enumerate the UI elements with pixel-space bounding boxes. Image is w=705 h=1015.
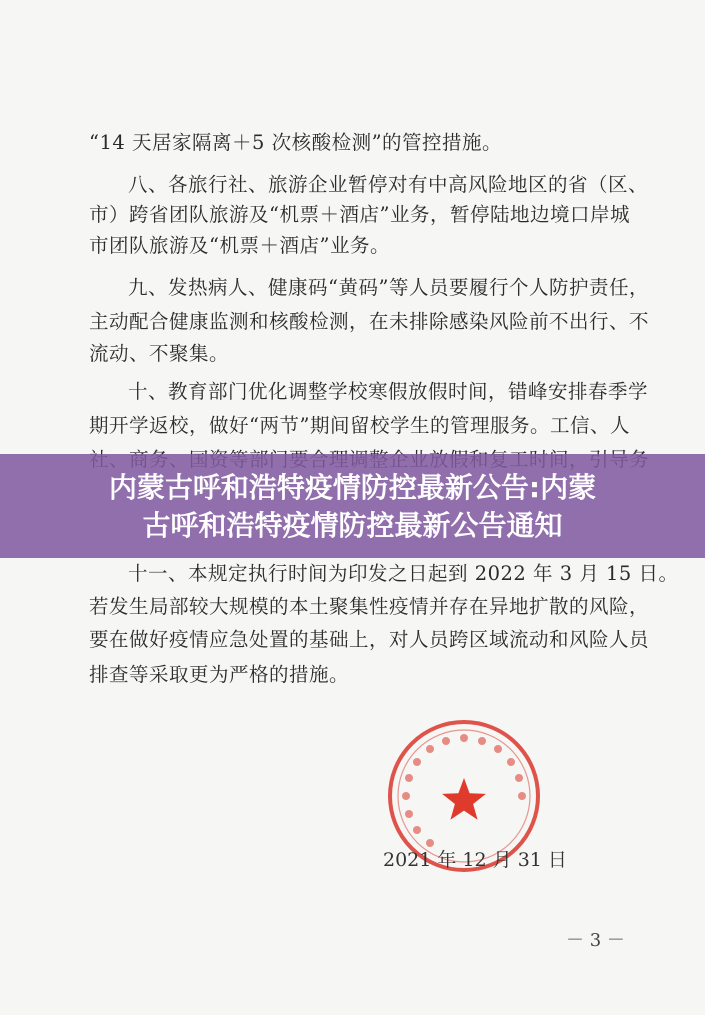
text-line: 八、各旅行社、旅游企业暂停对有中高风险地区的省（区、: [128, 173, 649, 196]
text-line: 排查等采取更为严格的措施。: [89, 663, 350, 686]
text-line: 期开学返校，做好“两节”期间留校学生的管理服务。工信、人: [89, 414, 630, 437]
text-line: 十、教育部门优化调整学校寒假放假时间，错峰安排春季学: [128, 380, 649, 403]
headline-line-1: 内蒙古呼和浩特疫情防控最新公告:内蒙: [108, 471, 597, 504]
text-line: 十一、本规定执行时间为印发之日起到 2022 年 3 月 15 日。: [128, 562, 679, 585]
headline-banner: [0, 454, 705, 558]
text-line: 流动、不聚集。: [89, 342, 230, 365]
text-line: 市团队旅游及“机票＋酒店”业务。: [89, 234, 390, 257]
text-line: 市）跨省团队旅游及“机票＋酒店”业务，暂停陆地边境口岸城: [89, 203, 630, 226]
headline-line-2: 古呼和浩特疫情防控最新公告通知: [142, 509, 563, 542]
text-line: “14 天居家隔离＋5 次核酸检测”的管控措施。: [89, 131, 503, 154]
page-number: － 3 －: [566, 930, 625, 951]
signature-date: 2021 年 12 月 31 日: [383, 849, 567, 871]
text-line: 要在做好疫情应急处置的基础上，对人员跨区域流动和风险人员: [89, 628, 650, 651]
text-line: 若发生局部较大规模的本土聚集性疫情并存在异地扩散的风险，: [89, 595, 650, 618]
text-line: 主动配合健康监测和核酸检测，在未排除感染风险前不出行、不: [89, 310, 650, 333]
text-line: 九、发热病人、健康码“黄码”等人员要履行个人防护责任，: [128, 276, 649, 299]
